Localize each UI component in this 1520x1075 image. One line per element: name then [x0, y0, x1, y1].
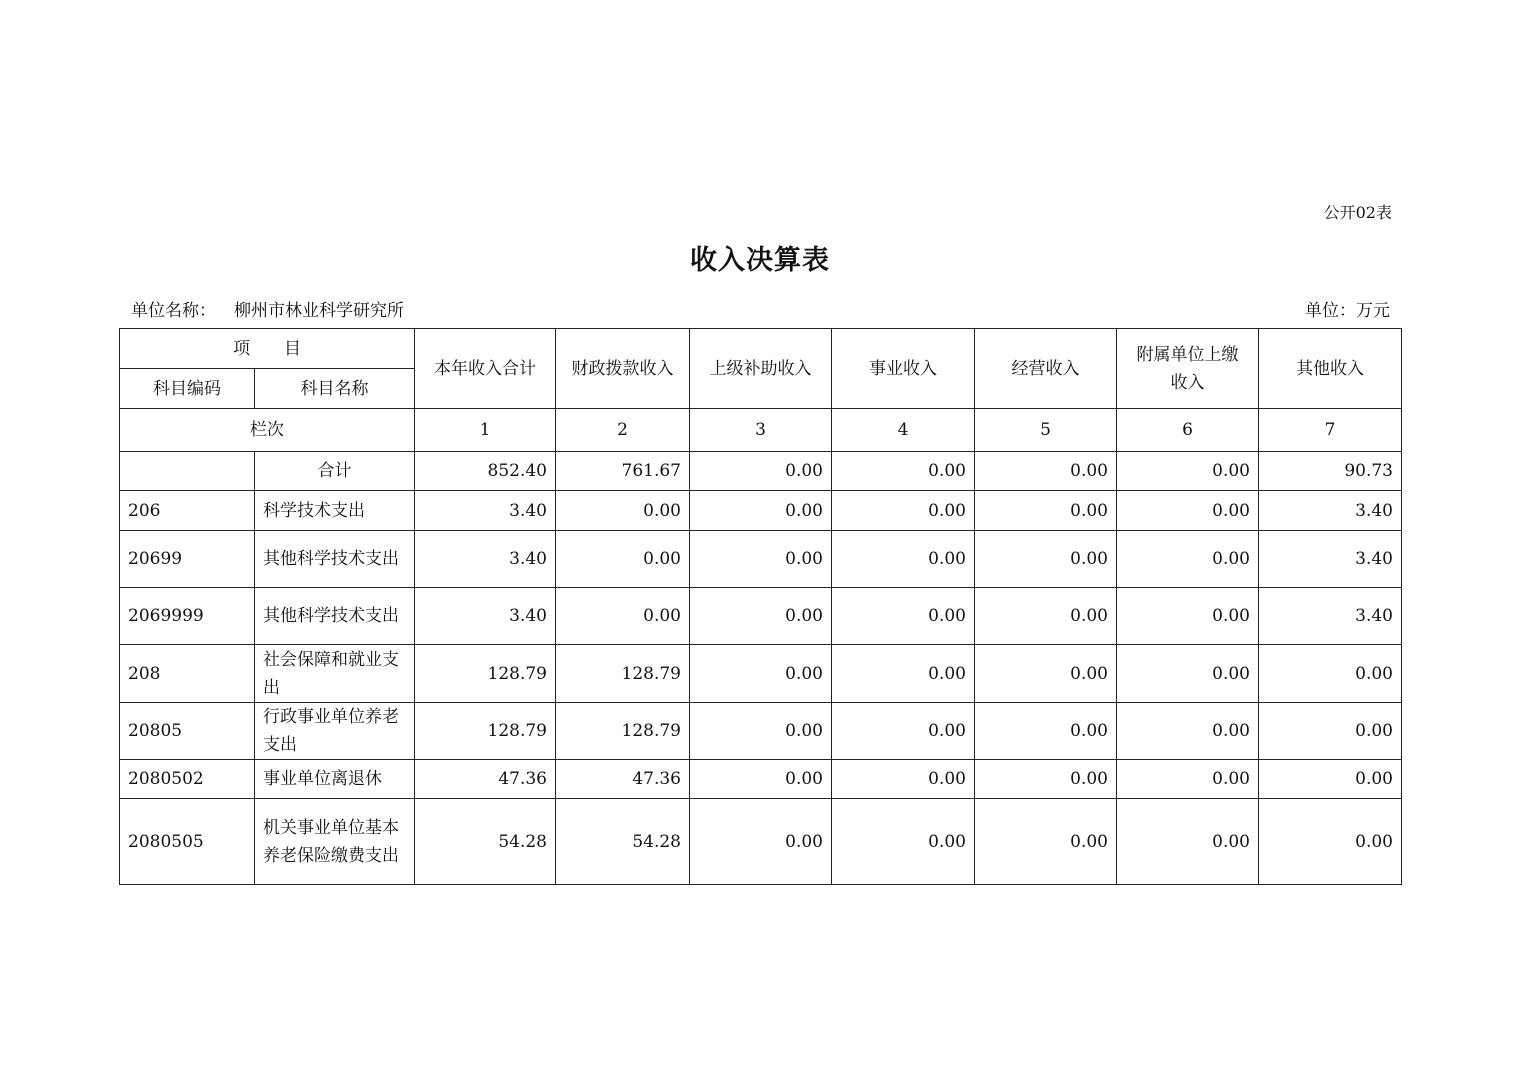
table-row [120, 491, 1402, 531]
value-cell: 0.00 [690, 703, 832, 760]
value-cell: 128.79 [415, 645, 556, 703]
row-number: 6 [1117, 409, 1259, 452]
value-cell: 0.00 [975, 703, 1117, 760]
subject-name: 其他科学技术支出 [255, 588, 415, 645]
value-cell: 0.00 [690, 588, 832, 645]
value-cell: 47.36 [415, 760, 556, 799]
table-row [120, 531, 1402, 588]
value-cell: 0.00 [690, 531, 832, 588]
value-cell: 0.00 [975, 588, 1117, 645]
value-cell: 0.00 [1117, 588, 1259, 645]
value-cell: 0.00 [1117, 491, 1259, 531]
currency-unit: 单位：万元 [1305, 301, 1390, 321]
row-number: 3 [690, 409, 832, 452]
row-number: 1 [415, 409, 556, 452]
value-cell: 54.28 [556, 799, 690, 885]
subject-name: 机关事业单位基本养老保险缴费支出 [255, 799, 415, 885]
value-cell: 3.40 [415, 588, 556, 645]
subject-code: 2069999 [120, 588, 255, 645]
total-value: 90.73 [1259, 452, 1402, 491]
table-row [120, 799, 1402, 885]
income-table [119, 328, 1402, 885]
col-header-7: 其他收入 [1259, 329, 1402, 409]
value-cell: 0.00 [556, 588, 690, 645]
subject-name: 事业单位离退休 [255, 760, 415, 799]
total-value: 0.00 [975, 452, 1117, 491]
value-cell: 0.00 [690, 491, 832, 531]
value-cell: 0.00 [975, 760, 1117, 799]
value-cell: 0.00 [1117, 760, 1259, 799]
value-cell: 3.40 [1259, 588, 1402, 645]
value-cell: 128.79 [556, 645, 690, 703]
value-cell: 0.00 [1259, 760, 1402, 799]
item-header: 项 目 [120, 329, 415, 369]
value-cell: 3.40 [415, 491, 556, 531]
total-value: 0.00 [832, 452, 975, 491]
report-meta [131, 296, 1390, 321]
subject-code: 20805 [120, 703, 255, 760]
subject-name: 社会保障和就业支出 [255, 645, 415, 703]
subject-name: 科学技术支出 [255, 491, 415, 531]
unit-name: 柳州市林业科学研究所 [234, 301, 404, 321]
value-cell: 0.00 [1259, 645, 1402, 703]
col-header-1: 本年收入合计 [415, 329, 556, 409]
value-cell: 0.00 [1117, 703, 1259, 760]
value-cell: 128.79 [415, 703, 556, 760]
col-header-5: 经营收入 [975, 329, 1117, 409]
total-row [120, 452, 1402, 491]
value-cell: 0.00 [832, 645, 975, 703]
value-cell: 0.00 [975, 645, 1117, 703]
subject-name: 行政事业单位养老支出 [255, 703, 415, 760]
form-number: 公开02表 [1323, 203, 1392, 222]
total-label: 合计 [255, 452, 415, 491]
value-cell: 0.00 [690, 645, 832, 703]
header-row-1 [120, 329, 1402, 369]
row-number-label: 栏次 [120, 409, 415, 452]
value-cell: 0.00 [1259, 799, 1402, 885]
value-cell: 0.00 [832, 760, 975, 799]
value-cell: 0.00 [832, 531, 975, 588]
table-row [120, 703, 1402, 760]
subject-code: 20699 [120, 531, 255, 588]
total-value: 852.40 [415, 452, 556, 491]
total-value: 0.00 [690, 452, 832, 491]
value-cell: 0.00 [690, 760, 832, 799]
row-number-row [120, 409, 1402, 452]
value-cell: 3.40 [1259, 531, 1402, 588]
row-number: 4 [832, 409, 975, 452]
row-number: 7 [1259, 409, 1402, 452]
row-number: 5 [975, 409, 1117, 452]
value-cell: 0.00 [975, 491, 1117, 531]
value-cell: 0.00 [832, 491, 975, 531]
total-code-cell [120, 452, 255, 491]
col-header-2: 财政拨款收入 [556, 329, 690, 409]
total-value: 0.00 [1117, 452, 1259, 491]
value-cell: 3.40 [1259, 491, 1402, 531]
code-col-header: 科目编码 [120, 369, 255, 409]
col-header-6: 附属单位上缴收入 [1117, 329, 1259, 409]
table-row [120, 645, 1402, 703]
value-cell: 0.00 [1117, 799, 1259, 885]
value-cell: 54.28 [415, 799, 556, 885]
value-cell: 3.40 [415, 531, 556, 588]
subject-name: 其他科学技术支出 [255, 531, 415, 588]
name-col-header: 科目名称 [255, 369, 415, 409]
value-cell: 0.00 [975, 531, 1117, 588]
value-cell: 0.00 [1259, 703, 1402, 760]
report-title: 收入决算表 [690, 245, 830, 276]
row-number: 2 [556, 409, 690, 452]
value-cell: 0.00 [1117, 645, 1259, 703]
value-cell: 0.00 [975, 799, 1117, 885]
table-row [120, 760, 1402, 799]
value-cell: 0.00 [832, 588, 975, 645]
table-row [120, 588, 1402, 645]
value-cell: 0.00 [556, 531, 690, 588]
subject-code: 208 [120, 645, 255, 703]
subject-code: 206 [120, 491, 255, 531]
value-cell: 0.00 [832, 703, 975, 760]
value-cell: 0.00 [556, 491, 690, 531]
subject-code: 2080505 [120, 799, 255, 885]
unit-label: 单位名称： [131, 301, 216, 321]
value-cell: 0.00 [1117, 531, 1259, 588]
value-cell: 0.00 [832, 799, 975, 885]
unit-info [131, 296, 404, 321]
col-header-3: 上级补助收入 [690, 329, 832, 409]
total-value: 761.67 [556, 452, 690, 491]
value-cell: 128.79 [556, 703, 690, 760]
value-cell: 0.00 [690, 799, 832, 885]
value-cell: 47.36 [556, 760, 690, 799]
subject-code: 2080502 [120, 760, 255, 799]
col-header-4: 事业收入 [832, 329, 975, 409]
